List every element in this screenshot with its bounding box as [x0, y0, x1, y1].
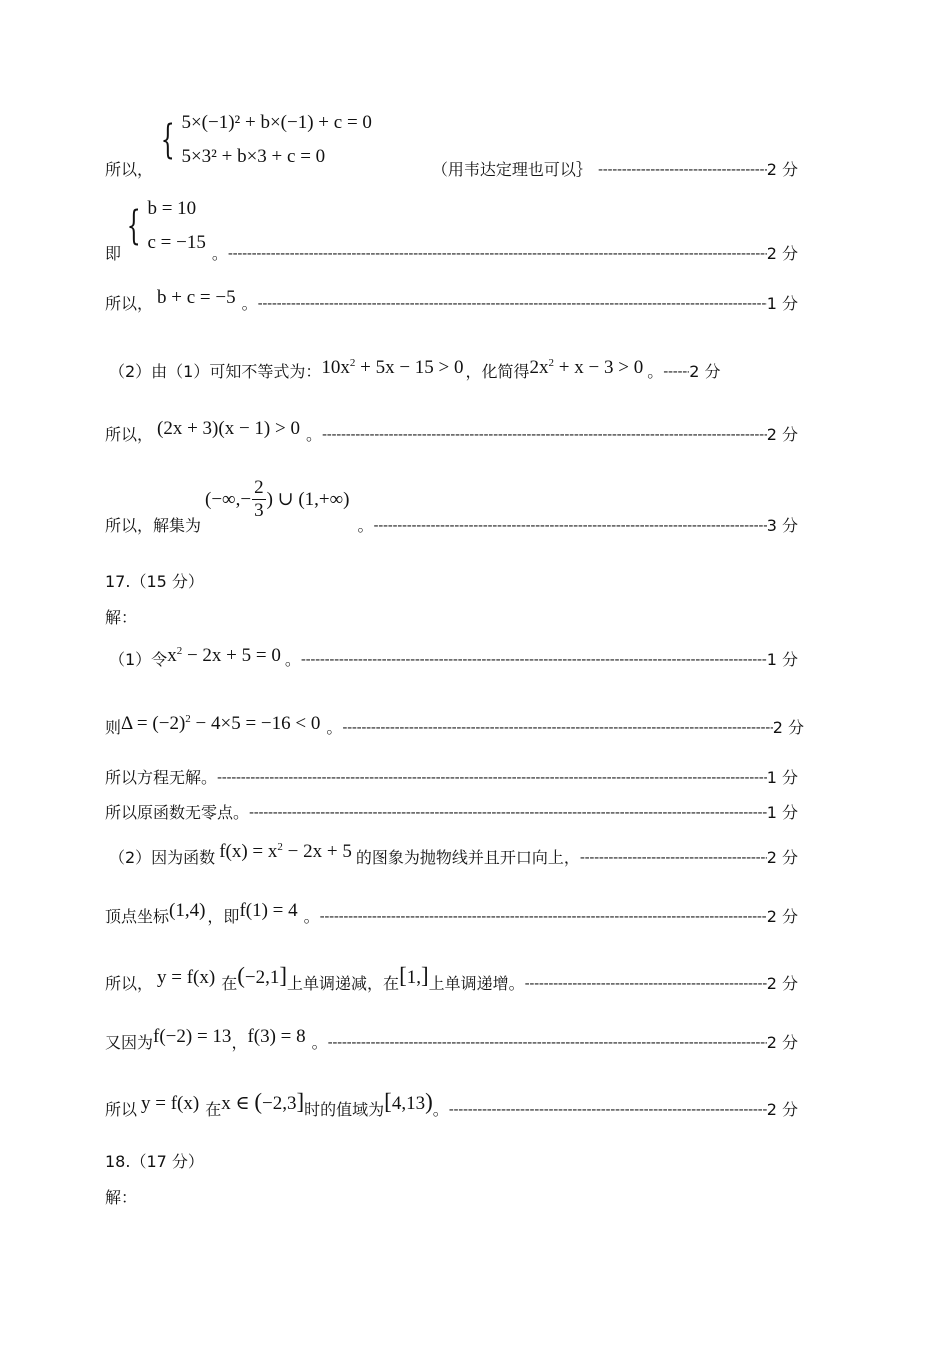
line-solution-set [105, 478, 798, 536]
math-part: + x − 3 > 0 [554, 357, 644, 378]
score: 2 分 [689, 362, 721, 381]
text: 所以原函数无零点。 [105, 803, 250, 822]
math-expression [321, 358, 463, 378]
bracket-icon: [ [384, 1089, 392, 1114]
prefix: 所以， [105, 160, 154, 179]
fraction-denominator: 3 [254, 500, 264, 521]
text: 上单调递减，在 [287, 974, 400, 993]
math-sup: 2 [176, 645, 183, 657]
math-expression [219, 842, 352, 862]
interval [384, 1089, 433, 1114]
dash-leader [249, 803, 767, 823]
text: 时的值域为 [304, 1100, 385, 1119]
math-part: Δ = (−2) [121, 713, 186, 734]
bracket-icon: ] [420, 963, 429, 988]
period: 。 [311, 1033, 328, 1052]
line-b-plus-c [105, 287, 798, 314]
math-part: 10x [321, 357, 350, 378]
interval-values: −2,3 [261, 1093, 297, 1114]
equation: b = 10 [147, 198, 197, 219]
prefix: 所以 [105, 1100, 138, 1119]
text: 在 [221, 974, 238, 993]
prefix: 所以， [105, 425, 154, 444]
period: 。 [647, 362, 664, 381]
text: 的图象为抛物线并且开口向上， [355, 848, 580, 867]
line-let-equation [105, 645, 798, 670]
dash-leader [374, 516, 767, 536]
period: 。 [357, 516, 374, 535]
fraction-numerator: 2 [254, 477, 264, 498]
interval [237, 963, 288, 988]
period: 。 [432, 1100, 449, 1119]
math-sup: 2 [349, 357, 356, 369]
question-17-title [105, 572, 204, 592]
prefix: （1）令 [109, 650, 168, 669]
math-expression: y = f(x) [157, 967, 216, 988]
bracket-icon: ) [425, 1089, 433, 1114]
dash-leader [525, 974, 767, 994]
bracket-icon: ] [296, 1089, 305, 1114]
text: ， [231, 1033, 248, 1052]
score: 1 分 [766, 294, 798, 313]
math-part: (−∞,− [205, 488, 252, 510]
dash-leader [328, 1033, 767, 1053]
fraction [252, 477, 266, 522]
period: 。 [303, 907, 320, 926]
dash-leader [342, 718, 772, 738]
math-part: x ∈ [221, 1093, 255, 1114]
dash-leader [258, 294, 767, 314]
solution-label: 解： [105, 1188, 138, 1207]
prefix: 所以，解集为 [105, 516, 202, 535]
question-18-title [105, 1152, 204, 1172]
math-sup: 2 [548, 357, 555, 369]
text: ，即 [207, 907, 240, 926]
score: 2 分 [766, 1033, 798, 1052]
question-title: 18.（17 分） [105, 1152, 204, 1171]
question-17-solution-label [105, 608, 137, 628]
text: 在 [205, 1100, 222, 1119]
score: 1 分 [766, 768, 798, 787]
prefix: （2）由（1）可知不等式为： [109, 362, 322, 381]
solution-label: 解： [105, 608, 138, 627]
math-expression: f(−2) = 13 [153, 1026, 232, 1047]
equation: 5×(−1)² + b×(−1) + c = 0 [181, 112, 372, 133]
prefix: 又因为 [105, 1033, 154, 1052]
period: 。 [211, 244, 228, 263]
line-inequality [105, 357, 798, 382]
math-expression [205, 477, 349, 522]
prefix: 所以， [105, 294, 154, 313]
equation: 5×3² + b×3 + c = 0 [181, 146, 326, 167]
text: ，化简得 [465, 362, 530, 381]
score: 2 分 [766, 244, 798, 263]
prefix: 则 [105, 718, 122, 737]
interval [399, 963, 429, 988]
line-function-parabola [105, 841, 798, 868]
prefix: （2）因为函数 [109, 848, 216, 867]
math-part: − 2x + 5 = 0 [182, 645, 281, 666]
math-expression: f(1) = 4 [239, 900, 298, 921]
dash-leader [449, 1100, 767, 1120]
math-expression [530, 358, 644, 378]
score: 1 分 [766, 650, 798, 669]
math-part: f(x) = x [219, 841, 278, 862]
dash-leader [217, 768, 767, 788]
period: 。 [284, 650, 301, 669]
period: 。 [326, 718, 343, 737]
math-sup: 2 [277, 841, 283, 853]
math-part: − 2x + 5 [282, 841, 352, 862]
dash-leader [301, 650, 767, 670]
math-part: x [167, 645, 177, 666]
interval-values: 1, [406, 967, 421, 988]
score: 2 分 [766, 907, 798, 926]
question-18-solution-label [105, 1188, 137, 1208]
equation: c = −15 [147, 232, 206, 253]
interval-values: −2,1 [244, 967, 280, 988]
period: 。 [241, 294, 258, 313]
score: 2 分 [766, 425, 798, 444]
line-endpoint-values [105, 1026, 798, 1053]
line-factored [105, 418, 798, 445]
math-expression: (2x + 3)(x − 1) > 0 [157, 418, 300, 439]
prefix: 所以， [105, 974, 154, 993]
dash-leader [228, 244, 767, 264]
text: 上单调递增。 [428, 974, 525, 993]
score: 2 分 [772, 718, 804, 737]
line-vertex [105, 900, 798, 927]
prefix: 即 [105, 244, 122, 263]
dash-leader [580, 848, 767, 868]
line-monotonic [105, 963, 798, 994]
score: 2 分 [766, 160, 798, 179]
equation-system-2 [121, 192, 206, 260]
dash-leader [663, 362, 689, 382]
line-system-2 [105, 196, 798, 264]
brace-icon: { [126, 203, 141, 249]
dash-leader [320, 907, 767, 927]
interval [221, 1089, 305, 1114]
line-no-zero [105, 803, 798, 823]
math-expression [121, 714, 320, 734]
math-expression: b + c = −5 [157, 287, 236, 308]
math-part: 2x [529, 357, 549, 378]
period: 。 [305, 425, 322, 444]
dash-leader [598, 160, 767, 180]
dash-leader [322, 425, 767, 445]
prefix: 顶点坐标 [105, 907, 170, 926]
math-expression: y = f(x) [141, 1093, 200, 1114]
math-sup: 2 [185, 713, 191, 725]
brace-icon: { [160, 117, 175, 163]
equation-system-1 [155, 106, 372, 174]
score: 2 分 [766, 1100, 798, 1119]
score: 3 分 [766, 516, 798, 535]
score: 2 分 [766, 848, 798, 867]
line-no-solution [105, 768, 798, 788]
bracket-icon: [ [399, 963, 407, 988]
note: （用韦达定理也可以｝ [431, 160, 592, 179]
question-title: 17.（15 分） [105, 572, 204, 591]
interval-values: 4,13 [391, 1093, 426, 1114]
math-expression: (1,4) [169, 900, 206, 921]
bracket-icon: ( [254, 1089, 262, 1114]
bracket-icon: ( [237, 963, 245, 988]
bracket-icon: ] [279, 963, 288, 988]
line-range [105, 1089, 798, 1120]
line-discriminant [105, 713, 804, 738]
math-part: + 5x − 15 > 0 [355, 357, 464, 378]
math-part: − 4×5 = −16 < 0 [190, 713, 321, 734]
score: 2 分 [766, 974, 798, 993]
line-system-1 [105, 106, 798, 180]
math-part: ) ∪ (1,+∞) [266, 488, 350, 510]
math-expression [167, 646, 281, 666]
text: 所以方程无解。 [105, 768, 218, 787]
math-expression: f(3) = 8 [247, 1026, 306, 1047]
score: 1 分 [766, 803, 798, 822]
